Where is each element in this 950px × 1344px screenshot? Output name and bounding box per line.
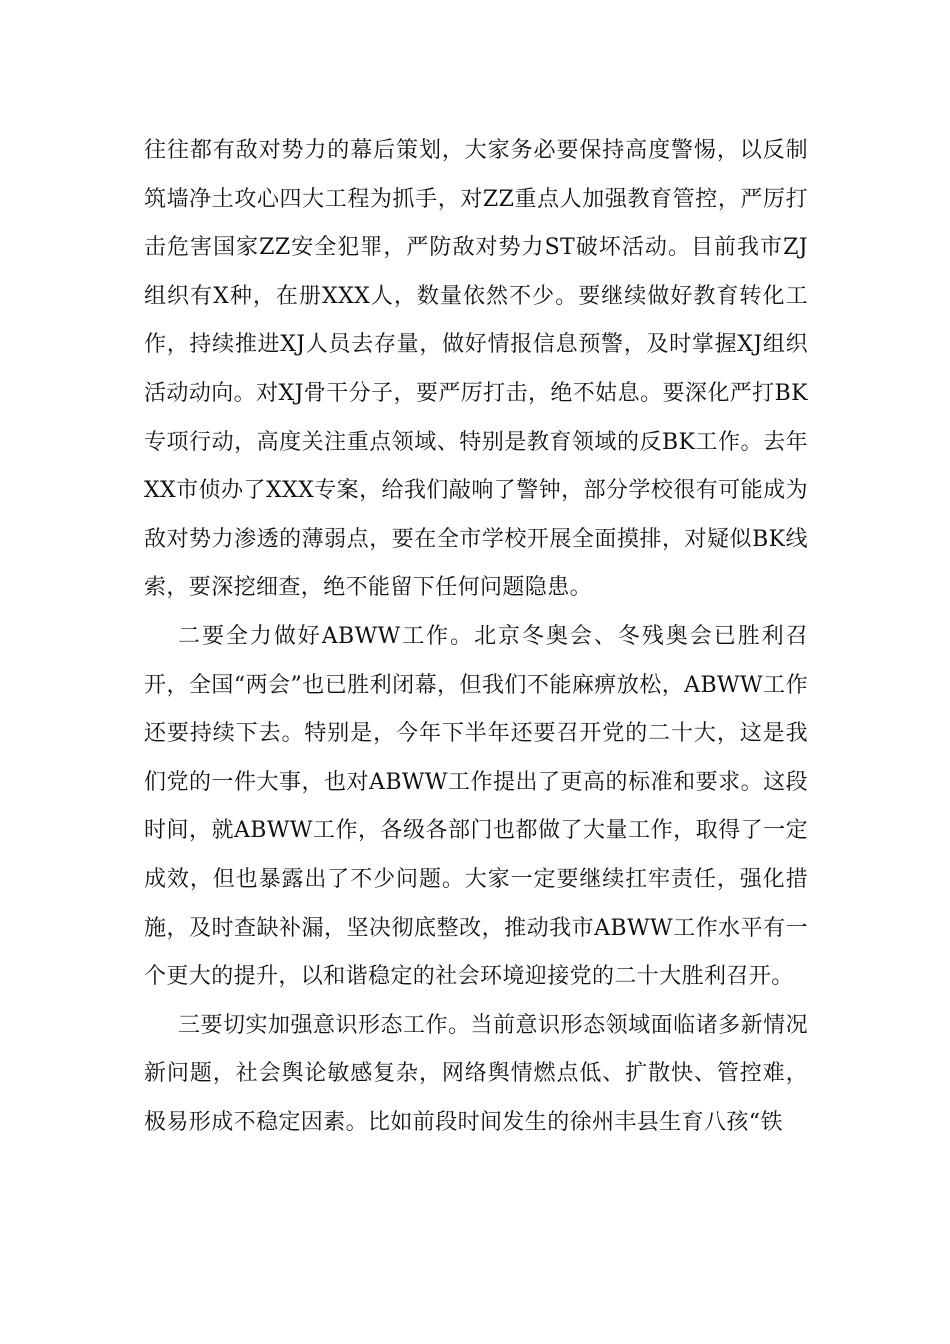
paragraph-continuation: 往往都有敌对势力的幕后策划，大家务必要保持高度警惕，以反制筑墙净土攻心四大工程为抓手，对ZZ重点人加强教育管控，严厉打击危害国家ZZ安全犯罪，严防敌对势力ST破坏活动。目前我市ZJ组织有X种，在册XXX人，数量依然不少。要继续做好教育转化工作，持续推进XJ人员去存量，做好情报信息预警，及时掌握XJ组织活动动向。对XJ骨干分子，要严厉打击，绝不姑息。要深化严打BK专项行动，高度关注重点领域、特别是教育领域的反BK工作。去年XX市侦办了XXX专案，给我们敲响了警钟，部分学校很有可能成为敌对势力渗透的薄弱点，要在全市学校开展全面摸排，对疑似BK线索，要深挖细查，绝不能留下任何问题隐患。 <box>144 138 808 601</box>
paragraph-abww: 二要全力做好ABWW工作。北京冬奥会、冬残奥会已胜利召开，全国“两会”也已胜利闭幕，但我们不能麻痹放松，ABWW工作还要持续下去。特别是，今年下半年还要召开党的二十大，这是我们党的一件大事，也对ABWW工作提出了更高的标准和要求。这段时间，就ABWW工作，各级各部门也都做了大量工作，取得了一定成效，但也暴露出了不少问题。大家一定要继续扛牢责任，强化措施，及时查缺补漏，坚决彻底整改，推动我市ABWW工作水平有一个更大的提升，以和谐稳定的社会环境迎接党的二十大胜利召开。 <box>144 623 808 990</box>
document-body <box>144 127 808 1147</box>
paragraph-ideology: 三要切实加强意识形态工作。当前意识形态领域面临诸多新情况新问题，社会舆论敏感复杂，网络舆情燃点低、扩散快、管控难，极易形成不稳定因素。比如前段时间发生的徐州丰县生育八孩“铁 <box>144 1012 808 1135</box>
